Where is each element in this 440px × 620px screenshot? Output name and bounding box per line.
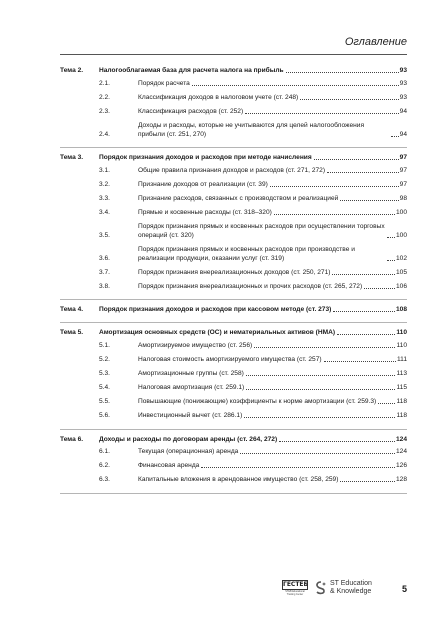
toc-topic [60, 328, 407, 429]
dot-leader [387, 237, 395, 238]
section-title: Капитальные вложения в арендованное имущество (ст. 258, 259) [138, 476, 339, 484]
page-ref: 93 [399, 67, 407, 74]
page-ref: 126 [395, 462, 407, 470]
page-ref: 113 [396, 370, 407, 378]
toc-section-entry[interactable] [60, 397, 407, 406]
section-title: Доходы и расходы, которые не учитываются для целей налогообложения прибыли (ст. 251, 270) [138, 121, 365, 138]
section-number: 6.3. [99, 476, 110, 484]
toc-section-entry[interactable] [60, 194, 407, 203]
toc-topic-entry[interactable] [60, 305, 407, 314]
header-rule [60, 54, 407, 55]
section-title: Налоговая стоимость амортизируемого имущества (ст. 257) [138, 356, 322, 364]
logo-line-2: & Knowledge [330, 588, 372, 595]
toc-section-entry[interactable] [60, 282, 407, 291]
topic-number: Тема 2. [60, 67, 84, 74]
dot-leader [324, 361, 396, 362]
section-title: Финансовая аренда [138, 462, 200, 470]
page-ref: 110 [396, 342, 407, 350]
toc-section-entry[interactable] [60, 369, 407, 378]
st-logo-icon [315, 581, 327, 595]
topic-number: Тема 6. [60, 435, 84, 443]
dot-leader [286, 72, 399, 73]
dot-leader [332, 274, 395, 275]
page-ref: 100 [395, 209, 407, 217]
page-ref: 124 [395, 448, 407, 456]
toc-section-entry[interactable] [60, 268, 407, 277]
page-ref: 93 [399, 93, 407, 101]
section-number: 2.4. [99, 130, 110, 138]
section-number: 3.4. [99, 209, 110, 217]
page-ref: 93 [399, 79, 407, 87]
section-number: 5.5. [99, 397, 110, 405]
topic-number: Тема 3. [60, 154, 84, 162]
toc-topic [60, 153, 407, 300]
section-number: 3.5. [99, 231, 110, 239]
section-title: Порядок признания прямых и косвенных расходов при производстве и реализации продукции, оказании услуг (ст. 319) [138, 245, 355, 262]
page-ref: 97 [399, 181, 407, 189]
dot-leader [254, 347, 395, 348]
section-title: Повышающие (понижающие) коэффициенты к норме амортизации (ст. 259.3) [138, 397, 377, 405]
section-title: Порядок признания прямых и косвенных расходов при осуществлении торговых операций (ст. 320) [138, 222, 385, 239]
toc-section-entry[interactable] [60, 245, 407, 263]
dot-leader [192, 85, 399, 86]
dot-leader [391, 136, 399, 137]
dot-leader [246, 375, 396, 376]
page-ref: 110 [396, 329, 407, 337]
dot-leader [314, 159, 399, 160]
toc-section-entry[interactable] [60, 121, 407, 139]
dot-leader [327, 172, 399, 173]
running-header: Оглавление [344, 36, 407, 48]
page-ref: 97 [399, 167, 407, 175]
toc-topic [60, 66, 407, 148]
section-title: Амортизируемое имущество (ст. 256) [138, 342, 253, 350]
dot-leader [244, 417, 395, 418]
publisher-logo-subtext: STEB Educational Training Center [285, 590, 305, 596]
section-number: 3.2. [99, 181, 110, 189]
section-number: 6.1. [99, 448, 110, 456]
dot-leader [246, 389, 395, 390]
toc-topic [60, 305, 407, 323]
page-ref: 106 [395, 282, 407, 290]
section-title: Классификация доходов в налоговом учете (ст. 248) [138, 93, 299, 101]
page-ref: 98 [399, 195, 407, 203]
section-title: Амортизационные группы (ст. 258) [138, 370, 244, 378]
page-ref: 108 [395, 306, 407, 314]
section-number: 5.2. [99, 356, 110, 364]
toc-section-entry[interactable] [60, 93, 407, 102]
page-ref: 118 [396, 411, 407, 419]
section-number: 3.1. [99, 167, 110, 175]
section-number: 6.2. [99, 462, 110, 470]
section-title: Налоговая амортизация (ст. 259.1) [138, 383, 245, 391]
dot-leader [279, 441, 395, 442]
section-title: Инвестиционный вычет (ст. 286.1) [138, 411, 243, 419]
page-ref: 111 [396, 356, 407, 364]
logo-line-1: ST Education [330, 580, 372, 587]
section-title: Признание доходов от реализации (ст. 39) [138, 181, 268, 189]
section-number: 2.2. [99, 93, 110, 101]
table-of-contents [60, 66, 407, 499]
dot-leader [245, 113, 398, 114]
page-ref: 97 [399, 154, 407, 162]
page-ref: 118 [396, 397, 407, 405]
toc-section-entry[interactable] [60, 447, 407, 456]
topic-title: Порядок признания доходов и расходов при кассовом методе (ст. 273) [99, 306, 332, 314]
st-education-logo [315, 580, 372, 596]
toc-section-entry[interactable] [60, 411, 407, 420]
toc-section-entry[interactable] [60, 222, 407, 240]
page-ref: 102 [395, 254, 407, 262]
dot-leader [333, 311, 395, 312]
section-title: Порядок признания внереализационных и прочих расходов (ст. 265, 272) [138, 282, 363, 290]
section-number: 3.8. [99, 282, 110, 290]
topic-number: Тема 5. [60, 329, 84, 337]
toc-section-entry[interactable] [60, 355, 407, 364]
topic-title: Доходы и расходы по договорам аренды (ст. 264, 272) [99, 435, 278, 443]
page-ref: 124 [395, 435, 407, 443]
topic-number: Тема 4. [60, 306, 84, 314]
dot-leader [387, 260, 395, 261]
toc-section-entry[interactable] [60, 180, 407, 189]
toc-topic [60, 435, 407, 495]
page-ref: 128 [395, 476, 407, 484]
section-title: Признание расходов, связанных с производством и реализацией [138, 195, 339, 203]
toc-section-entry[interactable] [60, 208, 407, 217]
dot-leader [274, 214, 395, 215]
dot-leader [378, 403, 395, 404]
section-number: 5.1. [99, 342, 110, 350]
section-title: Прямые и косвенные расходы (ст. 318–320) [138, 209, 272, 217]
dot-leader [340, 200, 398, 201]
section-title: Порядок признания внереализационных доходов (ст. 250, 271) [138, 268, 331, 276]
toc-topic-entry[interactable] [60, 153, 407, 162]
toc-section-entry[interactable] [60, 79, 407, 88]
topic-title: Налогооблагаемая база для расчета налога на прибыль [99, 67, 284, 74]
publisher-logo-wordmark: ГЕСТЕБ [283, 581, 309, 588]
page-ref: 105 [395, 268, 407, 276]
toc-section-entry[interactable] [60, 107, 407, 116]
section-number: 5.6. [99, 411, 110, 419]
dot-leader [337, 334, 395, 335]
toc-topic-entry[interactable] [60, 328, 407, 337]
toc-topic-entry[interactable] [60, 66, 407, 75]
section-number: 5.3. [99, 370, 110, 378]
section-number: 5.4. [99, 383, 110, 391]
toc-section-entry[interactable] [60, 461, 407, 470]
section-title: Общие правила признания доходов и расходов (ст. 271, 272) [138, 167, 326, 175]
section-number: 3.6. [99, 254, 110, 262]
toc-section-entry[interactable] [60, 341, 407, 350]
page-ref: 94 [399, 130, 407, 138]
dot-leader [300, 99, 398, 100]
section-title: Текущая (операционная) аренда [138, 448, 239, 456]
publisher-logo [282, 580, 308, 600]
topic-title: Порядок признания доходов и расходов при методе начисления [99, 154, 312, 162]
section-title: Классификация расходов (ст. 252) [138, 107, 244, 115]
dot-leader [364, 288, 395, 289]
section-number: 2.3. [99, 107, 110, 115]
topic-title: Амортизация основных средств (ОС) и нематериальных активов (НМА) [99, 329, 336, 337]
toc-section-entry[interactable] [60, 475, 407, 484]
dot-leader [201, 467, 395, 468]
dot-leader [270, 186, 399, 187]
dot-leader [340, 481, 395, 482]
section-title: Порядок расчета [138, 79, 190, 87]
section-number: 3.7. [99, 268, 110, 276]
dot-leader [240, 453, 395, 454]
page-number: 5 [401, 584, 407, 594]
toc-topic-entry[interactable] [60, 435, 407, 444]
toc-section-entry[interactable] [60, 383, 407, 392]
section-number: 2.1. [99, 79, 110, 87]
page-ref: 94 [399, 107, 407, 115]
page-ref: 100 [395, 231, 407, 239]
page-ref: 115 [396, 383, 407, 391]
section-number: 3.3. [99, 195, 110, 203]
toc-section-entry[interactable] [60, 166, 407, 175]
